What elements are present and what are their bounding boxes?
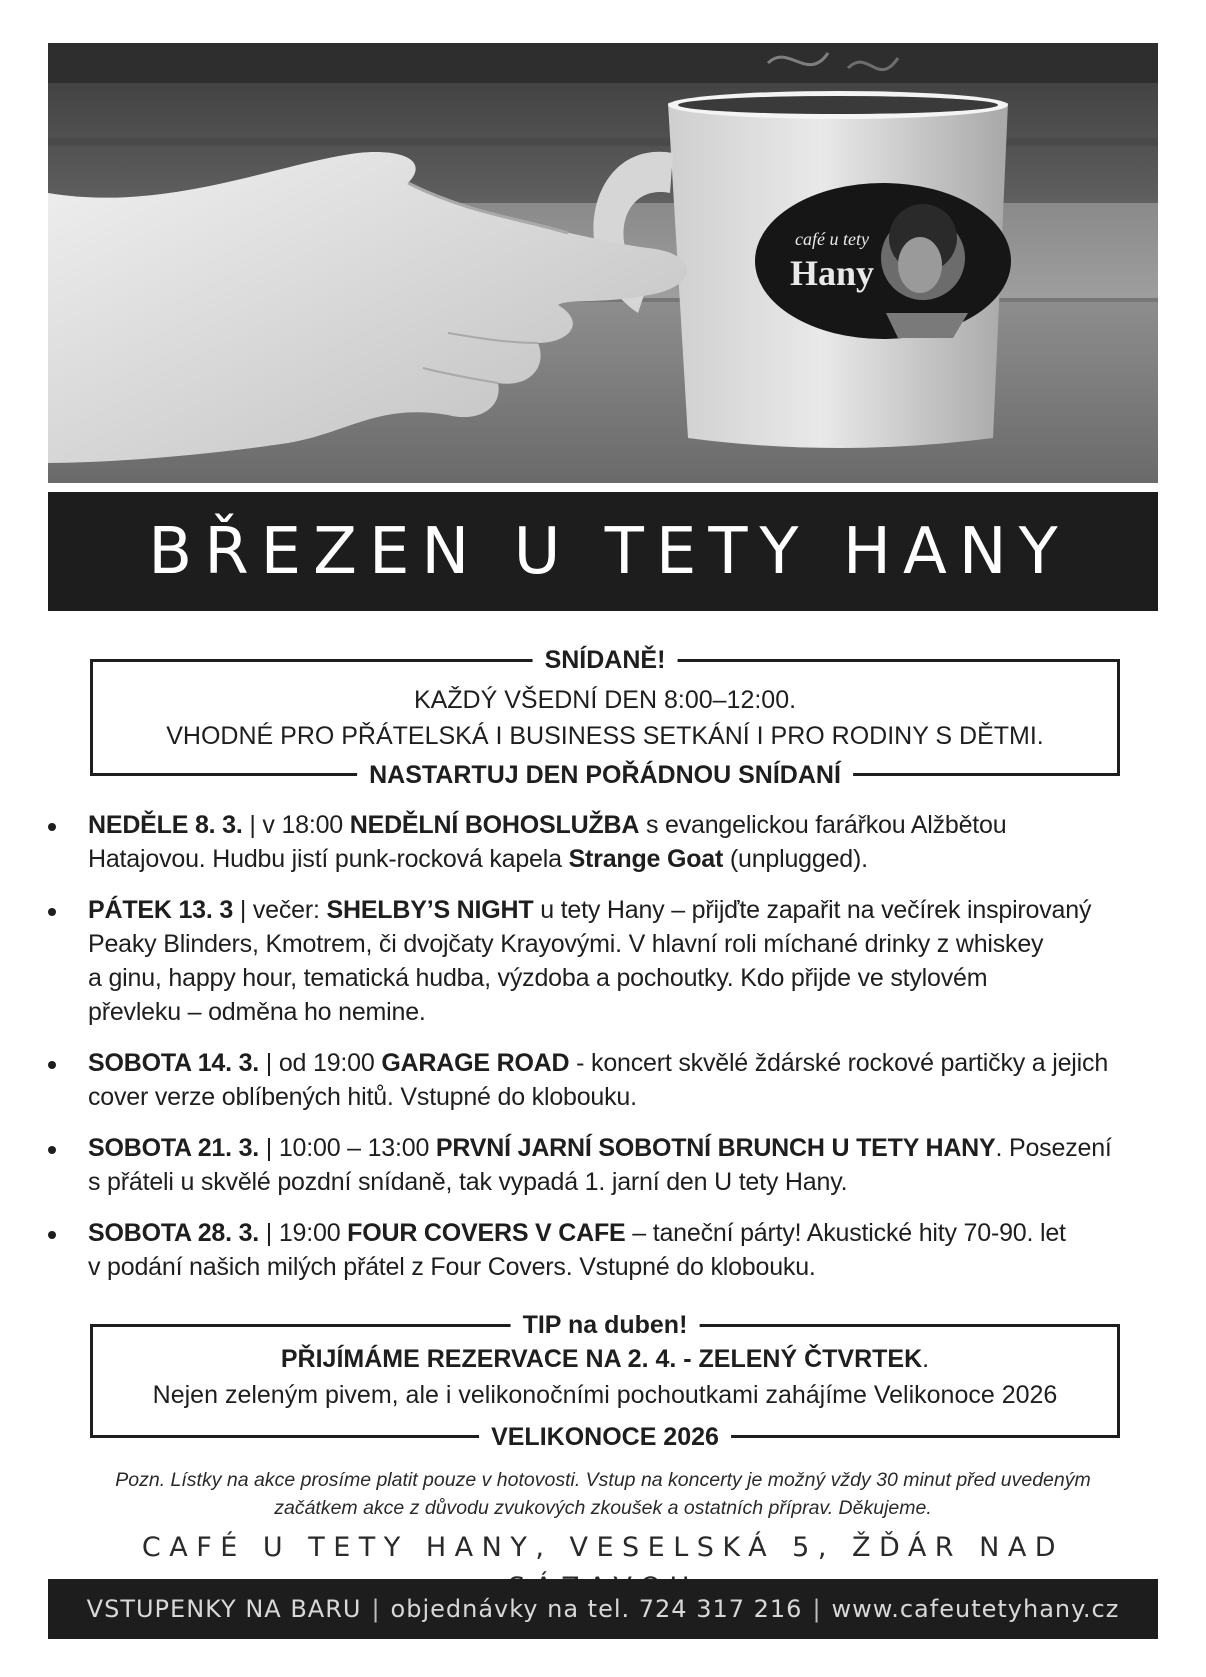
footer-separator: |: [812, 1595, 822, 1623]
event-text: - koncert skvělé ždárské rockové partičky a jejich: [569, 1049, 1109, 1077]
event-name: PRVNÍ JARNÍ SOBOTNÍ BRUNCH U TETY HANY: [435, 1134, 996, 1162]
event-text: . Posezení: [995, 1134, 1112, 1162]
event-text: (unplugged).: [723, 845, 868, 873]
breakfast-heading: SNÍDANĚ!: [533, 645, 678, 675]
cafe-address: CAFÉ U TETY HANY, VESELSKÁ 5, ŽĎÁR NAD: [141, 1532, 1065, 1563]
tip-description: Nejen zeleným pivem, ale i velikonočními pochoutkami zahájíme Velikonoce 2026: [152, 1381, 1058, 1409]
event-date: SOBOTA 28. 3.: [88, 1219, 260, 1247]
event-list: [48, 808, 1158, 1301]
logo-text-hany: Hany: [790, 253, 875, 293]
event-time: | od 19:00: [259, 1049, 382, 1077]
event-text: – taneční párty! Akustické hity 70-90. let: [625, 1219, 1066, 1247]
footer-tickets: VSTUPENKY NA BARU: [86, 1595, 362, 1623]
event-text: v podání našich milých přátel z Four Covers. Vstupné do klobouku.: [88, 1253, 816, 1281]
footer-bar: [48, 1579, 1158, 1639]
note-line: začátkem akce z důvodu zvukových zkoušek a ostatních příprav. Děkujeme.: [274, 1497, 932, 1519]
event-date: PÁTEK 13. 3: [88, 896, 234, 924]
event-band: Strange Goat: [568, 845, 724, 873]
bullet-icon: [48, 1061, 56, 1069]
tip-box: [90, 1311, 1120, 1451]
event-date: SOBOTA 21. 3.: [88, 1134, 260, 1162]
breakfast-description: VHODNÉ PRO PŘÁTELSKÁ I BUSINESS SETKÁNÍ I PRO RODINY S DĚTMI.: [166, 722, 1044, 750]
event-text: u tety Hany – přijďte zapařit na večírek inspirovaný: [533, 896, 1092, 924]
tip-heading: TIP na duben!: [511, 1310, 700, 1340]
bullet-icon: [48, 908, 56, 916]
tip-reservation-text: PŘIJÍMÁME REZERVACE NA 2. 4. - ZELENÝ ČTVRTEK: [280, 1345, 923, 1373]
event-name: FOUR COVERS V CAFE: [347, 1219, 626, 1247]
event-text: a ginu, happy hour, tematická hudba, výzdoba a pochoutky. Kdo přijde ve stylovém: [88, 964, 988, 992]
list-item: [48, 808, 1158, 876]
event-text: převleku – odměna ho nemine.: [88, 998, 426, 1026]
event-text: Hatajovou. Hudbu jistí punk-rocková kapela: [88, 845, 569, 873]
note-line: Pozn. Lístky na akce prosíme platit pouze v hotovosti. Vstup na koncerty je možný vždy 30 minut před uvedeným: [115, 1469, 1091, 1491]
footer-separator: |: [371, 1595, 381, 1623]
logo-text-cafe: café u tety: [795, 229, 869, 249]
breakfast-hours: KAŽDÝ VŠEDNÍ DEN 8:00–12:00.: [413, 686, 797, 714]
tip-reservation-period: .: [922, 1345, 930, 1373]
event-time: | večer:: [233, 896, 327, 924]
event-name: NEDĚLNÍ BOHOSLUŽBA: [349, 811, 640, 839]
event-time: | 19:00: [259, 1219, 348, 1247]
page-title: BŘEZEN U TETY HANY: [148, 514, 1070, 589]
event-name: SHELBY’S NIGHT: [326, 896, 534, 924]
payment-note: [60, 1466, 1146, 1522]
list-item: [48, 1046, 1158, 1114]
footer-website: www.cafeutetyhany.cz: [831, 1595, 1120, 1623]
footer-phone: objednávky na tel. 724 317 216: [390, 1595, 803, 1623]
list-item: [48, 1131, 1158, 1199]
event-name: GARAGE ROAD: [381, 1049, 570, 1077]
event-text: s evangelickou farářkou Alžbětou: [639, 811, 1007, 839]
breakfast-slogan: NASTARTUJ DEN POŘÁDNOU SNÍDANÍ: [357, 760, 853, 790]
list-item: [48, 1216, 1158, 1284]
event-date: SOBOTA 14. 3.: [88, 1049, 260, 1077]
event-text: cover verze oblíbených hitů. Vstupné do klobouku.: [88, 1083, 637, 1111]
event-text: s přáteli u skvělé pozdní snídaně, tak vypadá 1. jarní den U tety Hany.: [88, 1168, 848, 1196]
event-text: Peaky Blinders, Kmotrem, či dvojčaty Krayovými. V hlavní roli míchané drinky z whiskey: [88, 930, 1044, 958]
event-time: | 10:00 – 13:00: [259, 1134, 436, 1162]
coffee-cup-photo-illustration: [48, 43, 1158, 483]
list-item: [48, 893, 1158, 1029]
tip-slogan: VELIKONOCE 2026: [479, 1422, 731, 1452]
breakfast-box: [90, 646, 1120, 789]
tip-reservation: [93, 1341, 1117, 1377]
hero-photo: [48, 43, 1158, 483]
event-time: | v 18:00: [242, 811, 350, 839]
bullet-icon: [48, 823, 56, 831]
event-date: NEDĚLE 8. 3.: [88, 811, 243, 839]
bullet-icon: [48, 1231, 56, 1239]
bullet-icon: [48, 1146, 56, 1154]
title-banner: [48, 492, 1158, 611]
